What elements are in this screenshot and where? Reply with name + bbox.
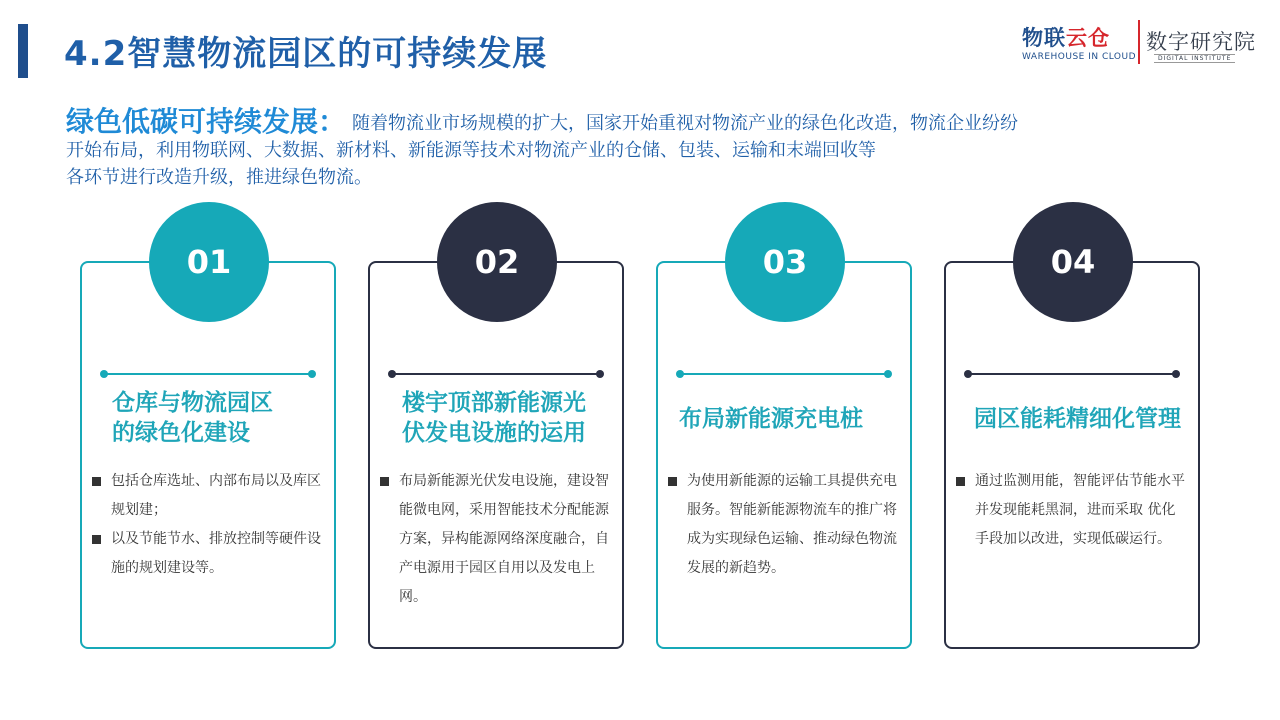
logo-brand-subtitle: WAREHOUSE IN CLOUD (1022, 52, 1137, 62)
intro-paragraph (66, 105, 1226, 191)
bullet-square-icon (92, 535, 101, 544)
logo-brand-part2: 云仓 (1066, 26, 1110, 50)
bullet-square-icon (668, 477, 677, 486)
card-1-title-line-1: 仓库与物流园区 (112, 390, 273, 416)
card-3-number: 03 (725, 202, 845, 322)
logo-institute: 数字研究院 (1146, 30, 1256, 54)
card-2-title-line-1: 楼宇顶部新能源光 (402, 390, 586, 416)
card-2-title-line-2: 伏发电设施的运用 (402, 420, 586, 446)
logo-brand-part1: 物联 (1022, 26, 1066, 50)
intro-line-3: 各环节进行改造升级，推进绿色物流。 (66, 167, 372, 188)
card-4-divider (968, 373, 1176, 375)
list-item: 以及节能节水、排放控制等硬件设施的规划建设等。 (92, 525, 324, 583)
title-accent-bar (18, 24, 28, 78)
card-1-body (92, 467, 324, 583)
intro-text-1: 随着物流业市场规模的扩大，国家开始重视对物流产业的绿色化改造，物流企业纷纷 (352, 113, 1019, 134)
card-4-title (974, 404, 1181, 434)
list-item: 包括仓库选址、内部布局以及库区规划建； (92, 467, 324, 525)
card-4-title-line-1: 园区能耗精细化管理 (974, 406, 1181, 432)
logo (1022, 14, 1262, 70)
card-3-divider (680, 373, 888, 375)
list-item: 为使用新能源的运输工具提供充电服务。智能新能源物流车的推广将成为实现绿色运输、推动绿色物流发展的新趋势。 (668, 467, 898, 583)
card-4-number: 04 (1013, 202, 1133, 322)
page-title: 4.2智慧物流园区的可持续发展 (64, 34, 548, 74)
card-1-number: 01 (149, 202, 269, 322)
intro-lead: 绿色低碳可持续发展： (66, 105, 347, 138)
card-3-body (668, 467, 898, 583)
card-4-body (956, 467, 1186, 554)
list-item: 布局新能源光伏发电设施，建设智能微电网，采用智能技术分配能源方案，异构能源网络深度融合，自产电源用于园区自用以及发电上网。 (380, 467, 610, 612)
logo-divider (1138, 20, 1140, 64)
card-2-divider (392, 373, 600, 375)
card-3-title (679, 404, 863, 434)
bullet-square-icon (380, 477, 389, 486)
card-2-number: 02 (437, 202, 557, 322)
card-2-body (380, 467, 610, 612)
logo-institute-subtitle: DIGITAL INSTITUTE (1154, 54, 1235, 63)
card-1-divider (104, 373, 312, 375)
logo-brand-wulian (1022, 22, 1110, 52)
card-2-title (402, 388, 586, 448)
card-1-title-line-2: 的绿色化建设 (112, 420, 250, 446)
bullet-square-icon (956, 477, 965, 486)
card-3-title-line-1: 布局新能源充电桩 (679, 406, 863, 432)
intro-line-2: 开始布局，利用物联网、大数据、新材料、新能源等技术对物流产业的仓储、包装、运输和末端回收等 (66, 140, 876, 161)
bullet-square-icon (92, 477, 101, 486)
card-1-title (112, 388, 273, 448)
list-item: 通过监测用能，智能评估节能水平并发现能耗黑洞，进而采取 优化手段加以改进，实现低碳运行。 (956, 467, 1186, 554)
intro-line-1 (66, 105, 1226, 138)
